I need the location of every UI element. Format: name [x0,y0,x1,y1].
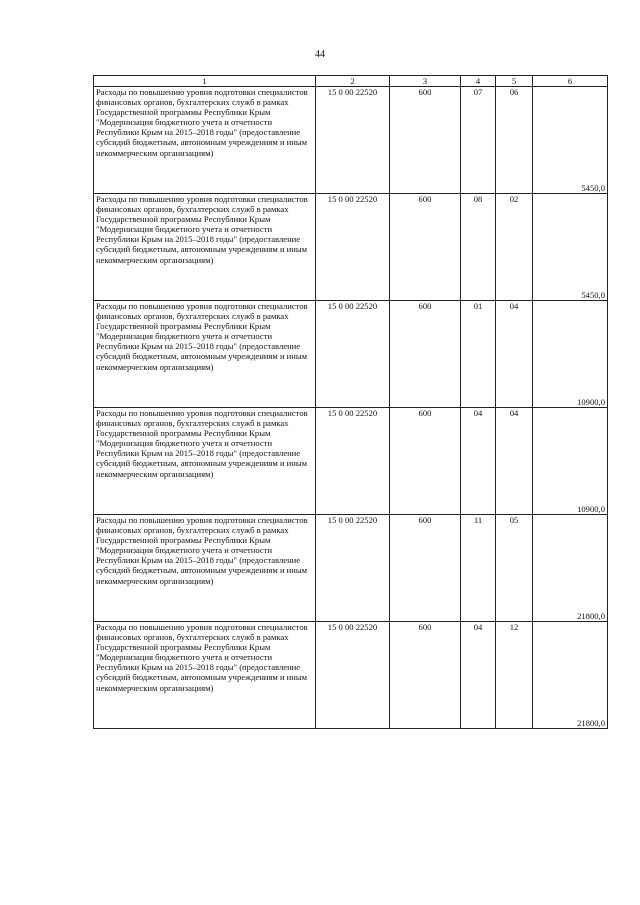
row-expense-type: 600 [390,515,461,622]
table-row [94,622,608,729]
row-amount: 5450,0 [533,194,608,301]
table-header-row [94,76,608,87]
row-section: 07 [461,87,496,194]
column-header: 3 [390,76,461,87]
row-section: 11 [461,515,496,622]
row-section: 04 [461,622,496,729]
table-row [94,408,608,515]
row-description: Расходы по повышению уровня подготовки специалистов финансовых органов, бухгалтерских служб в рамках Государственной программы Республики Крым "Модернизация бюджетного учета и отчетности Республики Крым на 2015–2018 годы" (предоставление субсидий бюджетным, автономным учреждениям и иным некоммерческим организациям) [94,622,316,729]
row-subsection: 04 [496,301,533,408]
row-expense-type: 600 [390,87,461,194]
row-subsection: 02 [496,194,533,301]
column-header: 2 [316,76,390,87]
row-description: Расходы по повышению уровня подготовки специалистов финансовых органов, бухгалтерских служб в рамках Государственной программы Республики Крым "Модернизация бюджетного учета и отчетности Республики Крым на 2015–2018 годы" (предоставление субсидий бюджетным, автономным учреждениям и иным некоммерческим организациям) [94,194,316,301]
row-amount: 10900,0 [533,408,608,515]
row-target-article: 15 0 00 22520 [316,194,390,301]
page-number: 44 [315,49,325,60]
row-target-article: 15 0 00 22520 [316,622,390,729]
row-expense-type: 600 [390,194,461,301]
row-amount: 10900,0 [533,301,608,408]
row-target-article: 15 0 00 22520 [316,515,390,622]
row-description: Расходы по повышению уровня подготовки специалистов финансовых органов, бухгалтерских служб в рамках Государственной программы Республики Крым "Модернизация бюджетного учета и отчетности Республики Крым на 2015–2018 годы" (предоставление субсидий бюджетным, автономным учреждениям и иным некоммерческим организациям) [94,301,316,408]
row-target-article: 15 0 00 22520 [316,301,390,408]
row-subsection: 05 [496,515,533,622]
row-amount: 5450,0 [533,87,608,194]
row-section: 08 [461,194,496,301]
row-subsection: 12 [496,622,533,729]
row-expense-type: 600 [390,408,461,515]
budget-table [93,75,608,729]
row-expense-type: 600 [390,622,461,729]
table-row [94,194,608,301]
row-description: Расходы по повышению уровня подготовки специалистов финансовых органов, бухгалтерских служб в рамках Государственной программы Республики Крым "Модернизация бюджетного учета и отчетности Республики Крым на 2015–2018 годы" (предоставление субсидий бюджетным, автономным учреждениям и иным некоммерческим организациям) [94,515,316,622]
column-header: 6 [533,76,608,87]
column-header: 1 [94,76,316,87]
table-row [94,515,608,622]
column-header: 5 [496,76,533,87]
row-subsection: 06 [496,87,533,194]
row-section: 01 [461,301,496,408]
row-amount: 21800,0 [533,622,608,729]
row-expense-type: 600 [390,301,461,408]
column-header: 4 [461,76,496,87]
row-target-article: 15 0 00 22520 [316,408,390,515]
row-amount: 21800,0 [533,515,608,622]
table-row [94,301,608,408]
row-section: 04 [461,408,496,515]
row-description: Расходы по повышению уровня подготовки специалистов финансовых органов, бухгалтерских служб в рамках Государственной программы Республики Крым "Модернизация бюджетного учета и отчетности Республики Крым на 2015–2018 годы" (предоставление субсидий бюджетным, автономным учреждениям и иным некоммерческим организациям) [94,408,316,515]
table-row [94,87,608,194]
row-target-article: 15 0 00 22520 [316,87,390,194]
row-description: Расходы по повышению уровня подготовки специалистов финансовых органов, бухгалтерских служб в рамках Государственной программы Республики Крым "Модернизация бюджетного учета и отчетности Республики Крым на 2015–2018 годы" (предоставление субсидий бюджетным, автономным учреждениям и иным некоммерческим организациям) [94,87,316,194]
row-subsection: 04 [496,408,533,515]
